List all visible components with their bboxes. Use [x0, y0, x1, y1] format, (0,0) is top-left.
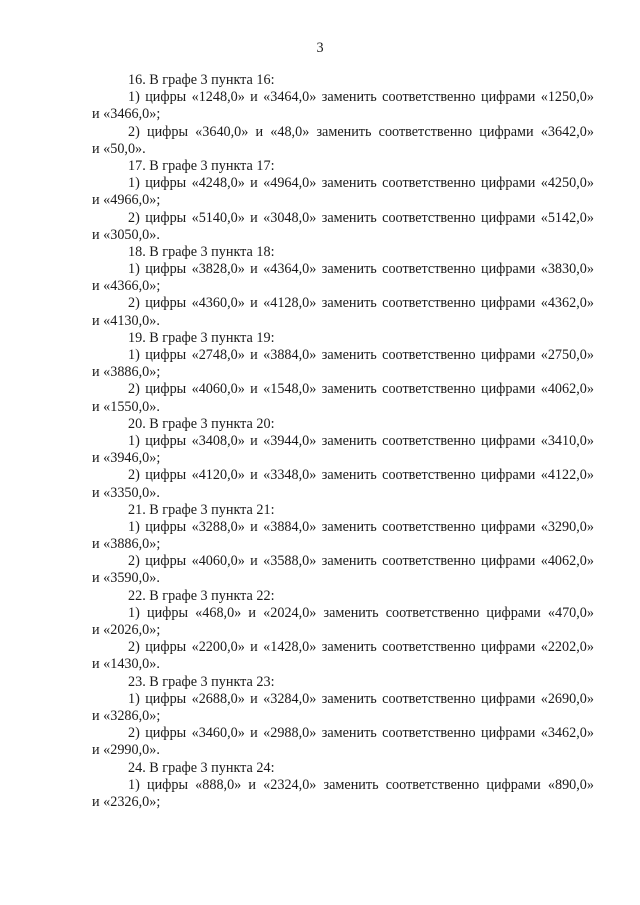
paragraph-heading: 21. В графе 3 пункта 21:: [128, 501, 275, 518]
word: соответственно: [378, 123, 473, 140]
paragraph-heading: 18. В графе 3 пункта 18:: [128, 243, 275, 260]
word: заменить: [321, 553, 377, 570]
word: соответственно: [382, 175, 476, 192]
document-body: [92, 72, 594, 811]
word: цифры: [145, 175, 187, 192]
amendment-line-continuation: и «3286,0»;: [92, 707, 161, 724]
amendment-line: [92, 639, 594, 656]
amendment-line-continuation: и «3946,0»;: [92, 450, 161, 467]
amendment-line: [92, 605, 594, 622]
amendment-line: [92, 691, 594, 708]
amendment-line-continuation: и «2990,0».: [92, 742, 160, 759]
word: цифры: [145, 518, 187, 535]
word: цифрами: [486, 776, 541, 793]
word: «2200,0»: [191, 639, 245, 656]
word: заменить: [316, 123, 372, 140]
word: и: [250, 295, 258, 312]
word: «3642,0»: [540, 123, 594, 140]
word: цифры: [145, 347, 187, 363]
word: и: [250, 432, 258, 449]
word: заменить: [321, 381, 377, 398]
word: 2): [128, 209, 140, 226]
paragraph-heading: 20. В графе 3 пункта 20:: [128, 415, 275, 432]
word: «4122,0»: [540, 467, 594, 484]
word: «1248,0»: [191, 89, 245, 106]
amendment-line: [92, 381, 594, 398]
word: «3408,0»: [191, 432, 245, 449]
word: цифрами: [481, 553, 536, 570]
word: 1): [128, 776, 140, 793]
word: и: [250, 690, 258, 707]
word: «3410,0»: [540, 432, 594, 449]
word: заменить: [321, 725, 377, 742]
word: «3884,0»: [263, 518, 317, 535]
word: «2202,0»: [540, 639, 594, 656]
amendment-line: [92, 124, 594, 141]
amendment-line: [92, 210, 594, 227]
amendment-line: [92, 175, 594, 192]
amendment-line-continuation: и «3886,0»;: [92, 364, 161, 381]
word: «3462,0»: [540, 725, 594, 742]
word: заменить: [321, 639, 377, 656]
paragraph-heading: 24. В графе 3 пункта 24:: [128, 759, 275, 776]
word: 1): [128, 432, 140, 449]
paragraph-heading: 16. В графе 3 пункта 16:: [128, 72, 275, 88]
amendment-line: [92, 553, 594, 570]
word: «4128,0»: [263, 295, 317, 312]
word: 1): [128, 347, 140, 363]
word: и: [250, 175, 258, 192]
word: соответственно: [382, 347, 476, 363]
word: 2): [128, 123, 140, 140]
word: «4362,0»: [540, 295, 594, 312]
word: и: [250, 209, 258, 226]
word: заменить: [321, 209, 377, 226]
word: цифрами: [481, 432, 536, 449]
word: и: [248, 776, 257, 793]
word: цифрами: [481, 725, 536, 742]
word: соответственно: [382, 639, 476, 656]
word: 2): [128, 467, 140, 484]
word: «3288,0»: [191, 518, 245, 535]
word: 2): [128, 725, 140, 742]
amendment-line-continuation: и «2326,0»;: [92, 793, 161, 810]
word: цифрами: [479, 123, 534, 140]
word: 2): [128, 295, 140, 312]
word: «3048,0»: [263, 209, 317, 226]
word: цифрами: [481, 209, 536, 226]
word: заменить: [321, 432, 377, 449]
word: «3464,0»: [263, 89, 317, 106]
word: цифры: [146, 776, 188, 793]
word: «3944,0»: [263, 432, 317, 449]
word: «2988,0»: [263, 725, 317, 742]
word: цифрами: [481, 518, 536, 535]
word: соответственно: [382, 261, 476, 278]
word: «3290,0»: [540, 518, 594, 535]
word: и: [250, 518, 258, 535]
word: цифрами: [481, 347, 536, 363]
word: «470,0»: [547, 604, 594, 621]
word: и: [248, 604, 257, 621]
word: соответственно: [382, 553, 476, 570]
word: и: [250, 725, 258, 742]
word: «5142,0»: [540, 209, 594, 226]
word: цифры: [146, 604, 188, 621]
word: заменить: [321, 89, 377, 106]
word: цифры: [145, 432, 187, 449]
page-number: 3: [316, 40, 324, 56]
word: соответственно: [385, 776, 480, 793]
word: цифрами: [481, 89, 536, 106]
word: цифры: [146, 123, 188, 140]
word: «4360,0»: [191, 295, 245, 312]
word: «2324,0»: [263, 776, 317, 793]
word: цифрами: [481, 467, 536, 484]
amendment-line-continuation: и «1550,0».: [92, 398, 160, 415]
word: 1): [128, 89, 140, 106]
amendment-line-continuation: и «1430,0».: [92, 656, 160, 673]
word: соответственно: [382, 518, 476, 535]
word: заменить: [321, 347, 377, 363]
word: «2024,0»: [263, 604, 317, 621]
amendment-line-continuation: и «3886,0»;: [92, 536, 161, 553]
word: «4060,0»: [191, 553, 245, 570]
word: цифрами: [486, 604, 541, 621]
word: 2): [128, 639, 140, 656]
word: «1428,0»: [263, 639, 317, 656]
word: соответственно: [382, 89, 476, 106]
word: «4060,0»: [191, 381, 245, 398]
word: заменить: [321, 467, 377, 484]
word: цифры: [145, 89, 187, 106]
word: заменить: [321, 518, 377, 535]
word: «4120,0»: [191, 467, 245, 484]
amendment-line-continuation: и «50,0».: [92, 140, 146, 157]
word: заменить: [321, 295, 377, 312]
word: 1): [128, 604, 140, 621]
amendment-line-continuation: и «4966,0»;: [92, 192, 161, 209]
amendment-line: [92, 295, 594, 312]
paragraph-heading: 17. В графе 3 пункта 17:: [128, 157, 275, 174]
word: «2748,0»: [191, 347, 245, 363]
word: «4964,0»: [263, 175, 317, 192]
word: и: [255, 123, 264, 140]
word: «4062,0»: [540, 553, 594, 570]
word: «3284,0»: [263, 690, 317, 707]
word: 2): [128, 381, 140, 398]
word: соответственно: [382, 209, 476, 226]
word: «468,0»: [195, 604, 242, 621]
amendment-line-continuation: и «4130,0».: [92, 312, 160, 329]
word: цифры: [145, 553, 187, 570]
amendment-line-continuation: и «3350,0».: [92, 484, 160, 501]
word: цифрами: [481, 175, 536, 192]
word: 1): [128, 690, 140, 707]
word: соответственно: [382, 381, 476, 398]
word: и: [250, 639, 258, 656]
word: соответственно: [382, 725, 476, 742]
word: «3830,0»: [540, 261, 594, 278]
word: «48,0»: [270, 123, 310, 140]
word: цифрами: [481, 690, 536, 707]
word: и: [250, 381, 258, 398]
amendment-line: [92, 519, 594, 536]
word: цифрами: [481, 295, 536, 312]
word: «3348,0»: [263, 467, 317, 484]
word: и: [250, 347, 258, 363]
amendment-line: [92, 89, 594, 106]
word: цифрами: [481, 261, 536, 278]
word: «4364,0»: [263, 261, 317, 278]
amendment-line-continuation: и «3466,0»;: [92, 106, 161, 123]
word: соответственно: [382, 690, 476, 707]
word: «2688,0»: [191, 690, 245, 707]
word: «1250,0»: [540, 89, 594, 106]
word: «4250,0»: [540, 175, 594, 192]
amendment-line: [92, 777, 594, 794]
word: цифры: [145, 261, 187, 278]
word: «3588,0»: [263, 553, 317, 570]
word: «3828,0»: [191, 261, 245, 278]
word: «1548,0»: [263, 381, 317, 398]
amendment-line-continuation: и «3590,0».: [92, 570, 160, 587]
word: цифры: [145, 381, 187, 398]
word: 1): [128, 261, 140, 278]
word: соответственно: [382, 467, 476, 484]
word: заменить: [323, 776, 379, 793]
word: «890,0»: [547, 776, 594, 793]
word: цифры: [145, 467, 187, 484]
word: «3884,0»: [263, 347, 317, 363]
amendment-line: [92, 725, 594, 742]
amendment-line: [92, 261, 594, 278]
word: соответственно: [382, 432, 476, 449]
word: 1): [128, 518, 140, 535]
word: 2): [128, 553, 140, 570]
word: 1): [128, 175, 140, 192]
amendment-line: [92, 433, 594, 450]
word: заменить: [321, 261, 377, 278]
word: соответственно: [382, 295, 476, 312]
paragraph-heading: 22. В графе 3 пункта 22:: [128, 587, 275, 604]
paragraph-heading: 19. В графе 3 пункта 19:: [128, 329, 275, 346]
word: «4062,0»: [540, 381, 594, 398]
amendment-line-continuation: и «2026,0»;: [92, 622, 161, 638]
word: «4248,0»: [191, 175, 245, 192]
word: цифры: [145, 295, 187, 312]
amendment-line-continuation: и «3050,0».: [92, 226, 160, 243]
amendment-line: [92, 347, 594, 364]
word: соответственно: [385, 604, 480, 621]
amendment-line-continuation: и «4366,0»;: [92, 278, 161, 295]
word: цифры: [145, 725, 187, 742]
word: и: [250, 89, 258, 106]
word: и: [250, 261, 258, 278]
paragraph-heading: 23. В графе 3 пункта 23:: [128, 673, 275, 690]
word: «5140,0»: [191, 209, 245, 226]
word: цифры: [145, 639, 187, 656]
word: цифрами: [481, 381, 536, 398]
word: «3460,0»: [191, 725, 245, 742]
word: «3640,0»: [195, 123, 249, 140]
word: цифры: [145, 209, 187, 226]
word: цифрами: [481, 639, 536, 656]
word: заменить: [323, 604, 379, 621]
word: «888,0»: [195, 776, 242, 793]
word: «2750,0»: [540, 347, 594, 363]
word: и: [250, 467, 258, 484]
word: цифры: [145, 690, 187, 707]
word: и: [250, 553, 258, 570]
word: заменить: [321, 175, 377, 192]
word: заменить: [321, 690, 377, 707]
word: «2690,0»: [540, 690, 594, 707]
amendment-line: [92, 467, 594, 484]
